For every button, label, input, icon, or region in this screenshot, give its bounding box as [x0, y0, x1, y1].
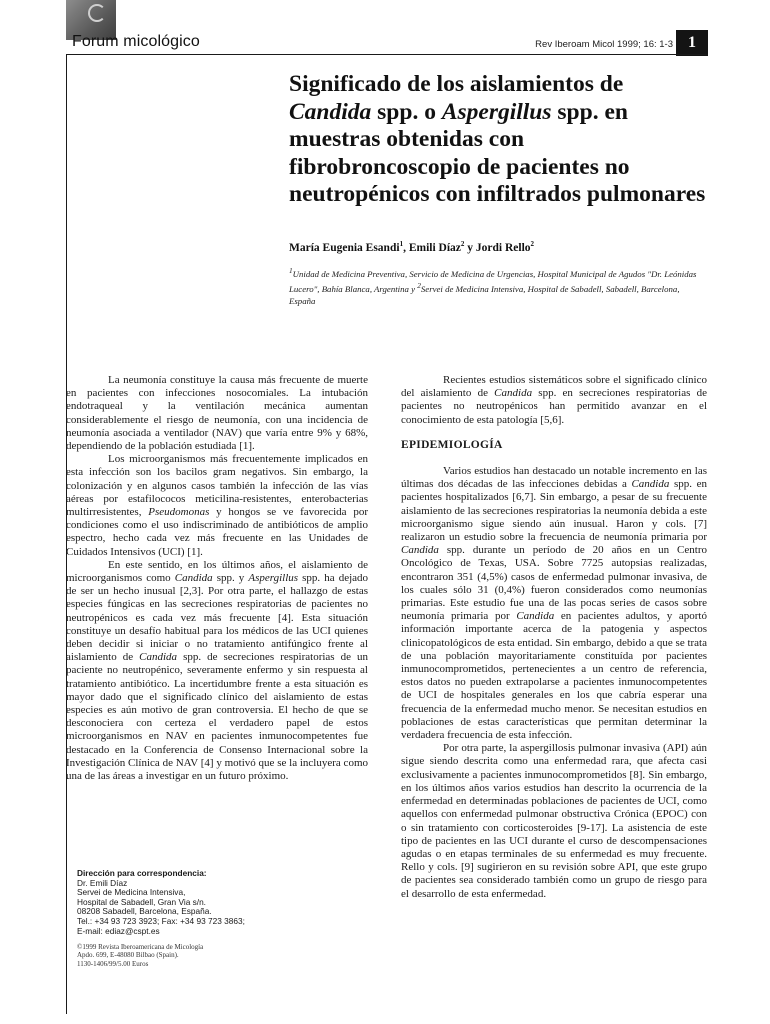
copyright-line: Apdo. 699, E-48080 Bilbao (Spain). [77, 951, 179, 960]
correspondence-line: E-mail: ediaz@cspt.es [77, 925, 160, 936]
paragraph-text: Recientes estudios sistemáticos sobre el significado clínico del aislamiento de [401, 374, 707, 400]
logo-swirl-icon [88, 4, 106, 22]
author-name: María Eugenia Esandi [289, 241, 400, 254]
paragraph-text: y hongos se ve favorecida por condiciones como el uso indiscriminado de antibióticos de amplio espectro, hecho cada vez más frecuente en las Unidades de Cuidados Intensivos (UCI) [1]. [66, 506, 368, 558]
italic-term: Candida [494, 387, 533, 400]
italic-term: Candida [516, 610, 555, 623]
paragraph-text: La neumonía constituye la causa más frecuente de muerte en pacientes con infecciones nosocomiales. La intubación endotraqueal y la ventilación mecánica aumentan considerablemente el riesgo de neumonía, con una incidencia de neumonía asociada a ventilador (NAV) que varía entre 9% y 68%, dependiendo de la población estudiada [1]. [66, 374, 368, 453]
author-affiliation-mark: 2 [530, 240, 535, 248]
journal-reference: Rev Iberoam Micol 1999; 16: 1-3 [535, 39, 673, 50]
paragraph-text: Varios estudios han destacado un notable incremento en las últimas dos décadas de las infecciones debidas a [401, 465, 707, 491]
correspondence-line: Dr. Emili Díaz [77, 877, 128, 888]
copyright-line: ©1999 Revista Iberoamericana de Micología [77, 943, 204, 951]
paragraph [66, 559, 368, 783]
affiliation [289, 265, 707, 307]
title-text: Significado de los aislamientos de [289, 71, 624, 97]
paragraph-text: Por otra parte, la aspergillosis pulmonar invasiva (API) aún sigue siendo descrita como una enfermedad rara, que afecta casi exclusivamente a pacientes inmunocomprometidos [8]. Sin embargo, en los últimos años varios estudios han descrito la ocurrencia de la enfermedad en determinadas poblaciones de pacientes de UCI, como aquellos con enfermedad pulmonar obstructiva Crónica (EPOC) con o sin tratamiento con corticosteroides [9-17]. La asistencia de este tipo de pacientes en las UCI durante el curso de descompensaciones agudas o en etapas terminales de su enfermedad es muy frecuente. Rello y cols. [9] sugirieron en su revisión sobre API, que este grupo de pacientes sea considerado también como un grupo de riesgo para el desarrollo de esta enfermedad. [401, 742, 707, 900]
correspondence-line: 08208 Sabadell, Barcelona, España. [77, 906, 212, 917]
copyright-line: 1130-1406/99/5.00 Euros [77, 959, 149, 968]
paragraph-text: spp. ha dejado de ser un hecho inusual [2,3]. Por otra parte, el hallazgo de estas especies fúngicas en las secreciones respiratorias de pacientes no neutropénicos es cada vez más frecuente [4]. Esta situación constituye un desafío habitual para los médicos de las UCI quienes deben decidir si iniciar o no tratamiento antifúngico frente al aislamiento de [66, 572, 369, 664]
right-column [401, 374, 707, 901]
left-column [66, 374, 368, 783]
title-text: spp. o [371, 98, 442, 125]
author-name: Jordi Rello [475, 241, 531, 254]
author-affiliation-mark: 2 [460, 240, 465, 248]
italic-term: Candida [401, 544, 439, 557]
page-number: 1 [676, 30, 708, 56]
correspondence-line: Tel.: +34 93 723 3923; Fax: +34 93 723 3863; [77, 915, 245, 926]
author-name: Emili Díaz [408, 241, 461, 254]
correspondence-block [77, 869, 367, 936]
title-genus: Aspergillus [441, 98, 552, 125]
article-title [289, 71, 709, 209]
paragraph-text: Los microorganismos más frecuentemente implicados en esta infección son los bacilos gram negativos. Sin embargo, la colonización y en algunos casos también la infección de las vías aéreas por estafilococos meticilina-resistentes, enterobacterias multirresistentes, [66, 453, 368, 519]
author-separator: , [403, 241, 409, 254]
section-heading: EPIDEMIOLOGÍA [401, 438, 503, 451]
author-separator: y [464, 241, 476, 254]
affiliation-sup-1: 1 [289, 266, 293, 275]
paragraph [401, 465, 707, 742]
paragraph [401, 742, 707, 900]
paragraph [401, 374, 707, 427]
author-list [289, 240, 534, 254]
paragraph [66, 453, 368, 559]
paragraph-text: en pacientes adultos, y aportó información importante acerca de la patogenia y aspectos clinicopatológicos de esta entidad. Sin embargo, debido a que se trata de una población mayoritariamente constituída por pacientes inmunocomprometidos, pertenecientes a un centro de referencia, estos datos no pueden extrapolarse a pacientes inmunocompetentes de UCI de hospitales generales en los que cabría esperar una frecuencia de la enfermedad mucho menor. Se necesitan estudios en poblaciones de estas características que permitan determinar la verdadera frecuencia de esta infección. [401, 610, 707, 742]
correspondence-line: Hospital de Sabadell, Gran Via s/n. [77, 896, 206, 907]
right-section-text [401, 465, 707, 901]
copyright-block [77, 943, 367, 968]
paragraph-text: spp. y [212, 572, 249, 585]
title-genus: Candida [289, 98, 372, 125]
paragraph-text: spp. de secreciones respiratorias de un paciente no neutropénico, severamente enfermo y sin respuesta al tratamiento antibiótico. La incertidumbre frente a esta situación es mayor dado que el significado clínico del aislamiento de estas especies es aún motivo de gran controversia. El hecho de que se desconociera con certeza el verdadero papel de estos microorganismos en NAV en pacientes inmunocompetentes fue destacado en la Conferencia de Consenso Internacional sobre la Investigación Clínica de NAV [4] y motivó que se la incluyera como una de las áreas a investigar en un futuro próximo. [66, 651, 369, 783]
title-text: spp. en muestras obtenidas con fibrobroncoscopio de pacientes no neutropénicos con infiltrados pulmonares [289, 98, 706, 207]
paragraph-text: En este sentido, en los últimos años, el aislamiento de microorganismos como [66, 558, 368, 585]
affiliation-text-1: Unidad de Medicina Preventiva, Servicio de Medicina de Urgencias, Hospital Municipal de Agudos "Dr. Leónidas Lucero", Bahía Blanca, Argentina y [289, 268, 697, 294]
section-label: Forum micológico [72, 33, 200, 50]
affiliation-text-2: Servei de Medicina Intensiva, Hospital de Sabadell, Sabadell, Barcelona, España [289, 283, 680, 306]
paragraph [66, 374, 368, 453]
correspondence-title: Dirección para correspondencia: [77, 868, 207, 878]
right-intro-text [401, 374, 707, 427]
correspondence-line: Servei de Medicina Intensiva, [77, 887, 186, 898]
author-affiliation-mark: 1 [399, 240, 404, 248]
italic-term: Candida [139, 651, 178, 664]
italic-term: Pseudomonas [148, 506, 210, 519]
correspondence-lines [77, 879, 367, 937]
header-rule [66, 54, 708, 55]
paragraph-text: spp. en secreciones respiratorias de pacientes no neutropénicos han permitido avanzar en el conocimiento de esta patología [5,6]. [401, 387, 707, 426]
paragraph-text: spp. en pacientes hospitalizados [6,7]. Sin embargo, a pesar de su frecuente aislamiento de las secreciones respiratorias la neumonía debida a este microorganismo sigue siendo aún inusual. Haron y cols. [7] realizaron un estudio sobre la frecuencia de neumonía primaria por [401, 478, 707, 544]
paragraph-text: spp. durante un período de 20 años en un Centro Oncológico de Texas, USA. Sobre 7725 autopsias realizadas, encontraron 351 (4,5%) casos de enfermedad pulmonar invasiva, de los cuales sólo 31 (0,4%) fueron considerados como neumonías primarias. Este estudio fue una de las pocas series de casos sobre neumonía primaria por [401, 544, 707, 623]
affiliation-sup-2: 2 [417, 280, 421, 290]
italic-term: Candida [631, 478, 670, 491]
italic-term: Candida [174, 572, 213, 585]
italic-term: Aspergillus [248, 572, 299, 585]
